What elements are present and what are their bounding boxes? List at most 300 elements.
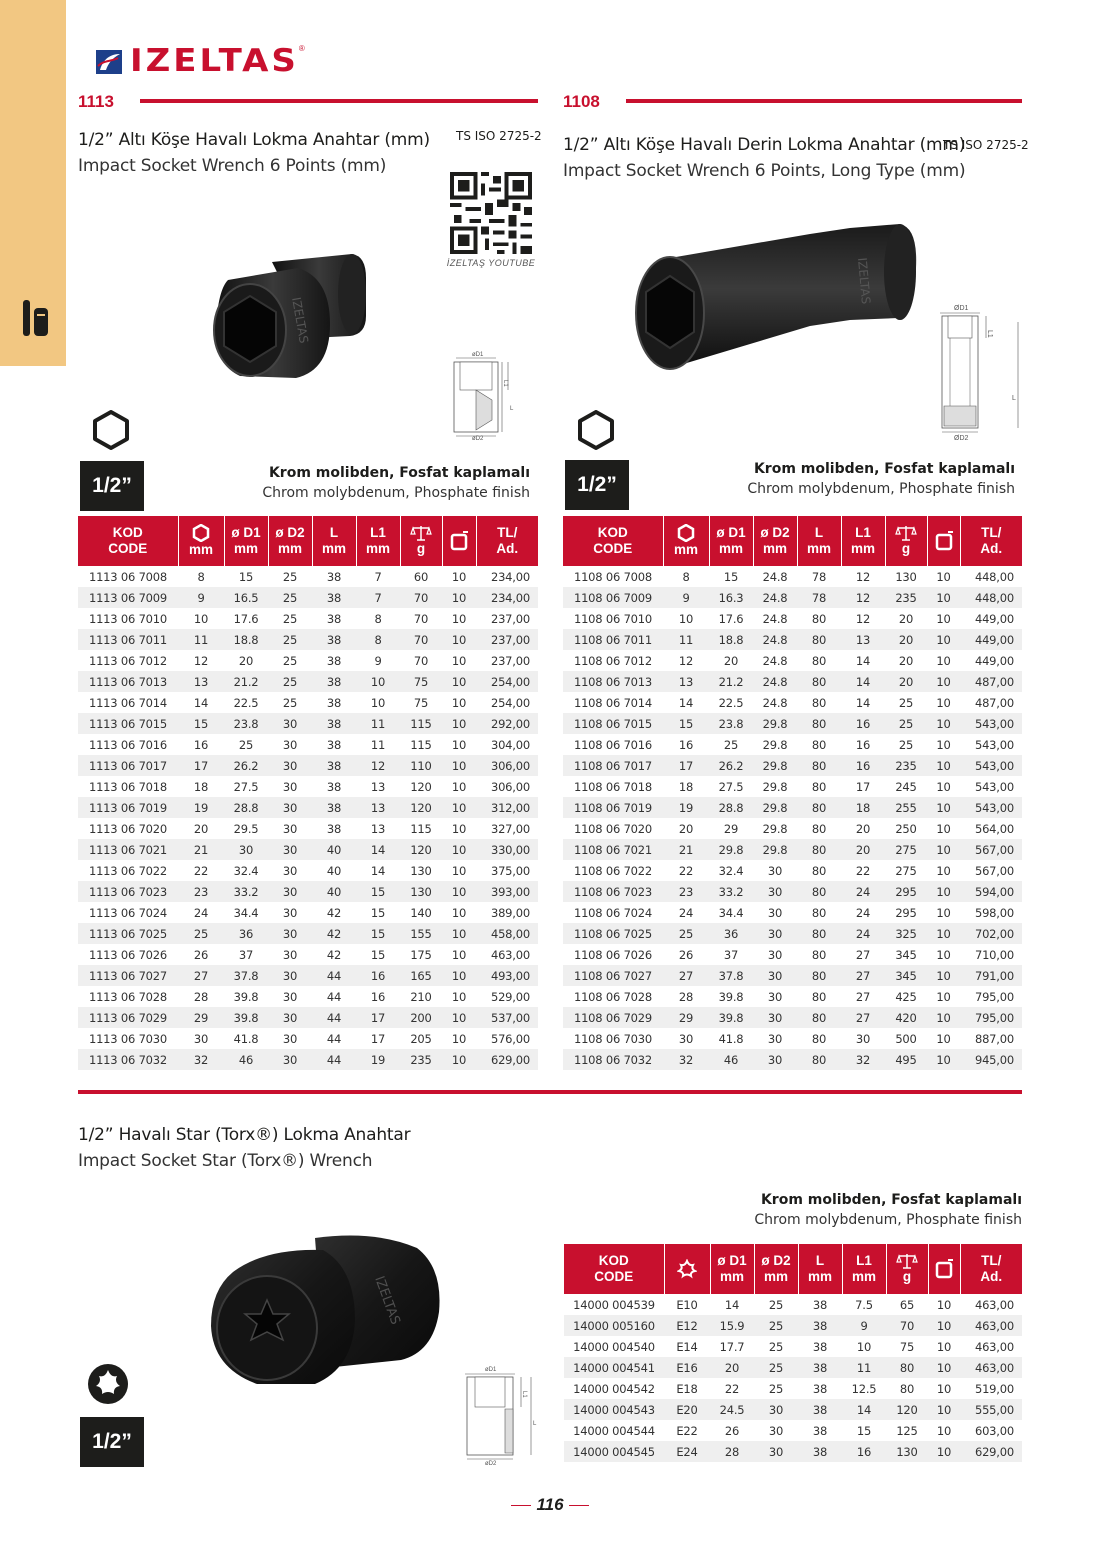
product-code-cell: 1108 06 7010	[573, 611, 653, 626]
spec-cell: 24	[841, 923, 885, 944]
price-cell: 449,00	[974, 611, 1014, 626]
table-row	[78, 860, 538, 881]
spec-cell: 36	[224, 923, 268, 944]
spec-cell: 23	[178, 881, 224, 902]
table-row	[563, 692, 1022, 713]
spec-cell: 70	[400, 587, 442, 608]
table-row	[78, 734, 538, 755]
table-row	[78, 818, 538, 839]
product-code-cell: 1113 06 7030	[88, 1031, 168, 1046]
section-rule-1108	[626, 99, 1022, 103]
spec-cell: 8	[356, 629, 400, 650]
spec-cell: 30	[193, 1031, 209, 1046]
spec-cell: 15	[356, 881, 400, 902]
table-body-star	[564, 1294, 1022, 1462]
price-cell: 463,00	[974, 1297, 1014, 1312]
finish-tr-1113: Krom molibden, Fosfat kaplamalı	[268, 465, 530, 481]
spec-cell: 34.4	[718, 905, 744, 920]
spec-cell: 14	[724, 1297, 740, 1312]
socket-category-icon	[20, 298, 52, 338]
logo-wordmark: IZELTAS	[130, 42, 299, 80]
spec-cell: 8	[682, 569, 690, 584]
spec-cell: 28.8	[224, 797, 268, 818]
product-code-cell: 1108 06 7016	[573, 737, 653, 752]
spec-cell: 41.8	[718, 1031, 744, 1046]
price-cell: 463,00	[960, 1315, 1022, 1336]
spec-cell: 15	[178, 713, 224, 734]
product-code-cell: 1108 06 7013	[563, 671, 663, 692]
spec-cell: 115	[410, 737, 432, 752]
spec-cell: 19	[356, 1049, 400, 1070]
table-row	[563, 965, 1022, 986]
qr-code[interactable]	[450, 172, 532, 254]
spec-cell: 10	[936, 1423, 952, 1438]
spec-cell: 7	[374, 569, 382, 584]
spec-cell: 16	[841, 713, 885, 734]
spec-cell: 20	[898, 611, 914, 626]
spec-cell: 10	[451, 1031, 467, 1046]
spec-cell: 14	[678, 695, 694, 710]
finish-1108	[725, 459, 1015, 499]
spec-cell: 12	[855, 611, 871, 626]
spec-cell: 30	[753, 1007, 797, 1028]
table-row	[78, 1049, 538, 1070]
spec-cell: 80	[797, 629, 841, 650]
spec-cell: 26	[724, 1423, 740, 1438]
spec-cell: 25	[268, 629, 312, 650]
table-row	[78, 566, 538, 587]
spec-cell: 65	[899, 1297, 915, 1312]
spec-cell: 200	[400, 1007, 442, 1028]
price-cell: 234,00	[490, 569, 530, 584]
svg-text:L: L	[1012, 395, 1016, 402]
spec-cell: 80	[811, 653, 827, 668]
spec-cell: 24	[855, 905, 871, 920]
spec-cell: 25	[898, 695, 914, 710]
col-d1: ø D1 mm	[709, 516, 753, 566]
technical-drawing-1108	[930, 302, 1025, 442]
spec-cell: 30	[768, 1423, 784, 1438]
spec-cell: 30	[282, 905, 298, 920]
product-code-cell: 1108 06 7014	[573, 695, 653, 710]
spec-cell: 19	[663, 797, 709, 818]
spec-cell: 38	[812, 1381, 828, 1396]
spec-cell: 40	[312, 839, 356, 860]
spec-table-1113	[78, 516, 538, 1070]
product-code-cell: 14000 004539	[573, 1297, 655, 1312]
spec-cell: 10	[451, 653, 467, 668]
spec-cell: 16.5	[224, 587, 268, 608]
table-row	[78, 713, 538, 734]
spec-cell: 32.4	[718, 863, 744, 878]
spec-cell: 20	[855, 821, 871, 836]
drive-size-badge-star: 1/2”	[80, 1417, 144, 1467]
spec-cell: 120	[400, 797, 442, 818]
table-row	[563, 881, 1022, 902]
spec-cell: 27.5	[233, 779, 259, 794]
spec-cell: 13	[370, 779, 386, 794]
table-row	[563, 713, 1022, 734]
table-row	[78, 629, 538, 650]
price-cell: 702,00	[960, 923, 1022, 944]
spec-cell: 30	[767, 989, 783, 1004]
spec-cell: 10	[936, 1297, 952, 1312]
spec-cell: 29.5	[233, 821, 259, 836]
spec-cell: 20	[238, 653, 254, 668]
spec-cell: 17.7	[719, 1339, 745, 1354]
spec-cell: 14	[842, 1399, 886, 1420]
spec-cell: 275	[895, 863, 917, 878]
spec-cell: 10	[451, 905, 467, 920]
spec-cell: 10	[936, 821, 951, 836]
spec-cell: 130	[895, 569, 917, 584]
spec-cell: 10	[927, 965, 960, 986]
torx-header-icon	[677, 1259, 697, 1279]
spec-cell: 12	[855, 569, 871, 584]
spec-cell: 10	[451, 989, 467, 1004]
price-cell: 463,00	[960, 1357, 1022, 1378]
spec-cell: 30	[268, 1049, 312, 1070]
spec-cell: 80	[797, 755, 841, 776]
spec-cell: E20	[664, 1399, 710, 1420]
spec-cell: 10	[451, 695, 467, 710]
col-weight: g	[886, 1244, 928, 1294]
table-row	[563, 1049, 1022, 1070]
spec-cell: 30	[268, 755, 312, 776]
spec-cell: 25	[723, 737, 739, 752]
price-cell: 393,00	[476, 881, 538, 902]
spec-cell: 26	[193, 947, 209, 962]
spec-cell: 18	[678, 779, 694, 794]
title-tr-1108: 1/2” Altı Köşe Havalı Derin Lokma Anahtar (mm)	[563, 135, 966, 155]
price-cell: 254,00	[476, 671, 538, 692]
spec-cell: 30	[678, 1031, 694, 1046]
title-en-star: Impact Socket Star (Torx®) Wrench	[78, 1151, 373, 1171]
spec-cell: 10	[451, 779, 467, 794]
product-code-cell: 1113 06 7016	[88, 737, 168, 752]
spec-cell: 500	[895, 1031, 917, 1046]
spec-cell: 18.8	[709, 629, 753, 650]
spec-cell: 30	[268, 839, 312, 860]
spec-cell: 495	[885, 1049, 927, 1070]
table-row	[564, 1378, 1022, 1399]
spec-cell: 15	[238, 569, 254, 584]
spec-cell: 30	[224, 839, 268, 860]
table-row	[564, 1315, 1022, 1336]
spec-cell: 25	[282, 569, 298, 584]
product-code-cell: 1108 06 7028	[573, 989, 653, 1004]
table-row	[78, 965, 538, 986]
spec-cell: 25	[885, 713, 927, 734]
col-l: L mm	[312, 516, 356, 566]
spec-cell: 33.2	[224, 881, 268, 902]
price-cell: 629,00	[960, 1441, 1022, 1462]
spec-cell: 22	[193, 863, 209, 878]
col-d2: ø D2 mm	[753, 516, 797, 566]
spec-cell: E16	[664, 1357, 710, 1378]
spec-cell: 20	[193, 821, 209, 836]
hex-6-point-icon-1108	[576, 410, 616, 450]
spec-cell: 10	[451, 863, 467, 878]
col-l1: L1 mm	[356, 516, 400, 566]
svg-text:IZELTAS: IZELTAS	[289, 296, 311, 345]
spec-cell: 130	[410, 863, 432, 878]
price-cell: 463,00	[974, 1339, 1014, 1354]
title-en-1113: Impact Socket Wrench 6 Points (mm)	[78, 156, 387, 176]
spec-cell: 26.2	[709, 755, 753, 776]
spec-cell: 10	[936, 1381, 952, 1396]
svg-text:L1: L1	[521, 1391, 527, 1398]
spec-table-star	[564, 1244, 1022, 1462]
spec-cell: 14	[855, 653, 871, 668]
spec-cell: 80	[811, 737, 827, 752]
spec-cell: 33.2	[709, 881, 753, 902]
spec-cell: 20	[885, 671, 927, 692]
spec-cell: 25	[768, 1381, 784, 1396]
product-code-cell: 1108 06 7008	[573, 569, 653, 584]
spec-cell: 27	[841, 1007, 885, 1028]
spec-cell: 10	[442, 797, 476, 818]
spec-cell: 9	[663, 587, 709, 608]
finish-1113	[240, 463, 530, 503]
spec-cell: 38	[326, 695, 342, 710]
product-code-cell: 1108 06 7030	[573, 1031, 653, 1046]
col-l1: L1 mm	[841, 516, 885, 566]
spec-cell: 235	[885, 755, 927, 776]
spec-cell: 115	[400, 713, 442, 734]
spec-cell: 27	[663, 965, 709, 986]
price-cell: 537,00	[476, 1007, 538, 1028]
col-code: KOD CODE	[563, 516, 663, 566]
spec-cell: 10	[928, 1441, 960, 1462]
spec-cell: 36	[709, 923, 753, 944]
spec-cell: 24.8	[753, 671, 797, 692]
spec-cell: 27	[841, 965, 885, 986]
spec-cell: 39.8	[709, 1007, 753, 1028]
spec-cell: 29.8	[753, 797, 797, 818]
spec-cell: 345	[895, 947, 917, 962]
side-tab	[0, 0, 66, 366]
spec-cell: 22	[855, 863, 871, 878]
spec-cell: 15	[723, 569, 739, 584]
standard-1108: TS ISO 2725-2	[943, 138, 1029, 152]
torx-socket-photo	[205, 1228, 445, 1388]
spec-cell: 22	[724, 1381, 740, 1396]
spec-cell: 70	[886, 1315, 928, 1336]
spec-cell: 80	[811, 695, 827, 710]
table-row	[78, 776, 538, 797]
product-code-cell: 1113 06 7018	[88, 779, 168, 794]
title-en-1108: Impact Socket Wrench 6 Points, Long Type (mm)	[563, 161, 966, 181]
spec-cell: 10	[927, 797, 960, 818]
spec-cell: 24	[841, 881, 885, 902]
product-code-cell: 1113 06 7010	[88, 611, 168, 626]
scale-icon	[410, 525, 432, 541]
spec-cell: 10	[193, 611, 209, 626]
spec-cell: 30	[754, 1399, 798, 1420]
spec-cell: 44	[326, 1031, 342, 1046]
price-cell: 567,00	[960, 839, 1022, 860]
product-code-cell: 1108 06 7022	[573, 863, 653, 878]
product-code-cell: 1113 06 7020	[88, 821, 168, 836]
spec-cell: 25	[238, 737, 254, 752]
price-cell: 448,00	[960, 587, 1022, 608]
spec-cell: 205	[410, 1031, 432, 1046]
spec-cell: 17	[855, 779, 871, 794]
price-cell: 458,00	[476, 923, 538, 944]
spec-cell: 10	[936, 779, 951, 794]
col-d1: ø D1 mm	[710, 1244, 754, 1294]
spec-cell: 325	[885, 923, 927, 944]
spec-cell: 20	[898, 653, 914, 668]
col-l: L mm	[798, 1244, 842, 1294]
svg-text:L1: L1	[986, 330, 993, 338]
spec-cell: 27	[855, 947, 871, 962]
spec-cell: 38	[326, 569, 342, 584]
spec-cell: 46	[709, 1049, 753, 1070]
price-cell: 543,00	[974, 737, 1014, 752]
spec-cell: 10	[927, 755, 960, 776]
title-tr-1113: 1/2” Altı Köşe Havalı Lokma Anahtar (mm)	[78, 130, 430, 150]
spec-cell: 10	[451, 569, 467, 584]
spec-cell: 25	[282, 611, 298, 626]
spec-cell: 10	[936, 905, 951, 920]
spec-cell: 29.8	[753, 755, 797, 776]
spec-cell: 10	[928, 1399, 960, 1420]
spec-cell: 13	[178, 671, 224, 692]
table-row	[563, 608, 1022, 629]
col-weight: g	[400, 516, 442, 566]
product-code-cell: 1108 06 7032	[563, 1049, 663, 1070]
spec-cell: 38	[326, 779, 342, 794]
spec-cell: 29.8	[762, 737, 788, 752]
spec-cell: 250	[895, 821, 917, 836]
spec-cell: 30	[753, 923, 797, 944]
spec-cell: 80	[797, 839, 841, 860]
spec-cell: 38	[312, 713, 356, 734]
spec-cell: 10	[927, 839, 960, 860]
table-row	[78, 944, 538, 965]
page-number: 116	[500, 1495, 600, 1515]
spec-cell: 39.8	[233, 989, 259, 1004]
spec-cell: 80	[797, 881, 841, 902]
spec-cell: 10	[442, 923, 476, 944]
spec-cell: 14	[370, 863, 386, 878]
spec-cell: 16	[370, 989, 386, 1004]
package-icon	[934, 531, 954, 551]
table-row	[564, 1357, 1022, 1378]
spec-cell: 9	[374, 653, 382, 668]
spec-cell: 25	[268, 671, 312, 692]
spec-cell: 37	[238, 947, 254, 962]
spec-cell: 24.8	[762, 611, 788, 626]
spec-cell: 12.5	[851, 1381, 877, 1396]
spec-cell: 13	[370, 821, 386, 836]
product-code-cell: 1113 06 7008	[88, 569, 168, 584]
col-l1: L1 mm	[842, 1244, 886, 1294]
product-code-cell: 1108 06 7019	[563, 797, 663, 818]
spec-cell: 30	[754, 1441, 798, 1462]
table-row	[78, 902, 538, 923]
spec-cell: 75	[413, 695, 429, 710]
spec-cell: E18	[676, 1381, 698, 1396]
technical-drawing-star	[455, 1365, 540, 1465]
spec-cell: 46	[224, 1049, 268, 1070]
spec-cell: 19	[178, 797, 224, 818]
price-cell: 375,00	[490, 863, 530, 878]
spec-cell: 38	[812, 1423, 828, 1438]
table-row	[563, 986, 1022, 1007]
spec-cell: 80	[811, 821, 827, 836]
spec-cell: 30	[855, 1031, 871, 1046]
price-cell: 306,00	[476, 755, 538, 776]
spec-cell: 20	[710, 1357, 754, 1378]
spec-cell: 10	[442, 713, 476, 734]
price-cell: 629,00	[476, 1049, 538, 1070]
table-row	[78, 881, 538, 902]
product-code-cell: 14000 004542	[573, 1381, 655, 1396]
price-cell: 237,00	[490, 653, 530, 668]
price-cell: 529,00	[490, 989, 530, 1004]
spec-cell: 275	[885, 839, 927, 860]
table-row	[564, 1294, 1022, 1315]
spec-cell: 30	[767, 905, 783, 920]
col-size	[664, 1244, 710, 1294]
spec-cell: 37.8	[224, 965, 268, 986]
spec-cell: 245	[895, 779, 917, 794]
spec-cell: 10	[442, 755, 476, 776]
spec-cell: 14	[356, 839, 400, 860]
spec-cell: 80	[811, 947, 827, 962]
spec-cell: 9	[842, 1315, 886, 1336]
spec-cell: 30	[282, 989, 298, 1004]
spec-cell: 26.2	[224, 755, 268, 776]
price-cell: 487,00	[974, 695, 1014, 710]
svg-text:ØD2: ØD2	[954, 435, 969, 442]
spec-cell: 10	[442, 671, 476, 692]
price-cell: 254,00	[490, 695, 530, 710]
spec-cell: 21	[663, 839, 709, 860]
spec-cell: 8	[374, 611, 382, 626]
spec-cell: E12	[664, 1315, 710, 1336]
table-row	[564, 1336, 1022, 1357]
spec-cell: 10	[927, 923, 960, 944]
spec-cell: 235	[885, 587, 927, 608]
spec-cell: 13	[356, 797, 400, 818]
spec-cell: 30	[268, 965, 312, 986]
spec-cell: 345	[885, 965, 927, 986]
product-code-cell: 1113 06 7024	[88, 905, 168, 920]
spec-cell: 23.8	[709, 713, 753, 734]
spec-cell: 10	[442, 965, 476, 986]
spec-cell: 10	[856, 1339, 872, 1354]
price-cell: 487,00	[960, 671, 1022, 692]
spec-cell: 10	[442, 1049, 476, 1070]
price-cell: 327,00	[490, 821, 530, 836]
spec-cell: 28	[678, 989, 694, 1004]
technical-drawing-1113	[438, 350, 518, 440]
spec-cell: 18	[841, 797, 885, 818]
spec-cell: 8	[197, 569, 205, 584]
spec-cell: 16	[841, 755, 885, 776]
spec-cell: 10	[442, 881, 476, 902]
price-cell: 493,00	[476, 965, 538, 986]
spec-cell: 23.8	[224, 713, 268, 734]
spec-cell: 38	[312, 587, 356, 608]
svg-text:øD2: øD2	[485, 1461, 497, 1465]
spec-cell: 40	[326, 863, 342, 878]
spec-cell: 24.5	[710, 1399, 754, 1420]
